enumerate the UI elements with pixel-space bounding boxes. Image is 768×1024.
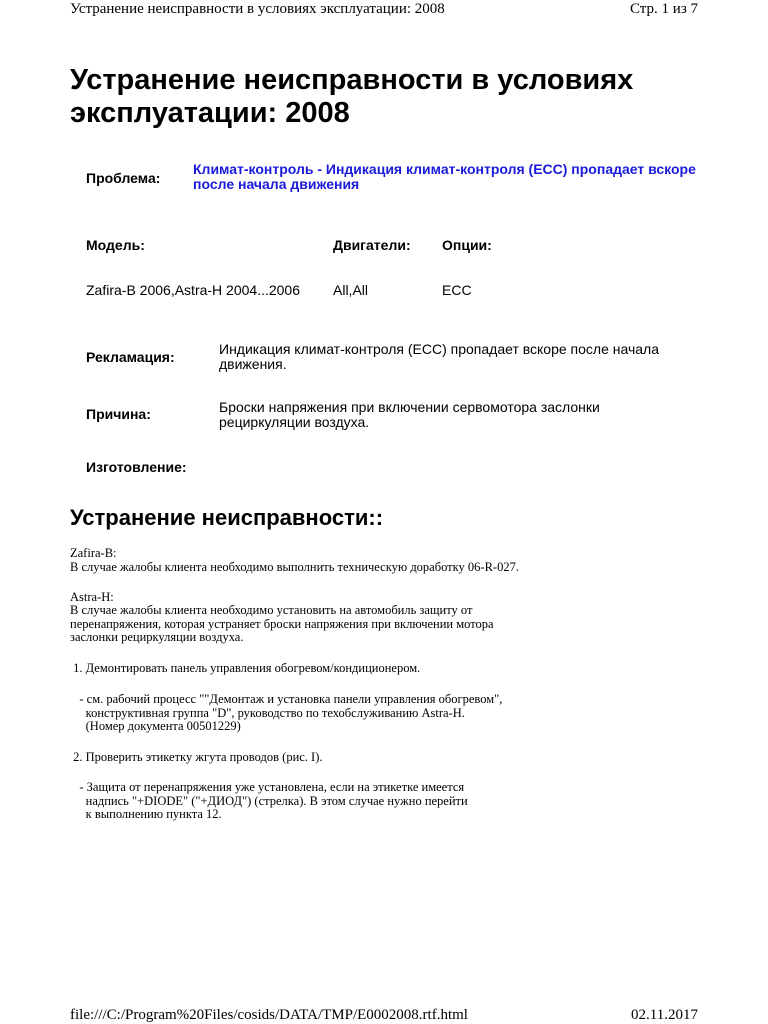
production-label: Изготовление: — [86, 459, 187, 475]
problem-label: Проблема: — [86, 170, 161, 186]
model-value: Zafira-B 2006,Astra-H 2004...2006 — [86, 282, 301, 298]
step-1-detail: - см. рабочий процесс ""Демонтаж и установка панели управления обогревом", конструктивная группа "D", руководство по техобслуживанию Astra-H. (Номер документа 00501229) — [79, 692, 503, 733]
astra-text: В случае жалобы клиента необходимо установить на автомобиль защиту от перенапряжения, которая устраняет броски напряжения при включении мотора заслонки рециркуляции воздуха. — [70, 603, 494, 644]
options-value: ECC — [442, 282, 472, 298]
astra-heading: Astra-H: — [70, 590, 114, 604]
zafira-text: В случае жалобы клиента необходимо выполнить техническую доработку 06-R-027. — [70, 560, 519, 574]
fix-section-title: Устранение неисправности:: — [70, 505, 384, 530]
step-2-detail: - Защита от перенапряжения уже установлена, если на этикетке имеется надпись "+DIODE" ("+ДИОД") (стрелка). В этом случае нужно перейти к выполнению пункта 12. — [79, 780, 468, 821]
zafira-heading: Zafira-B: — [70, 546, 117, 560]
complaint-label: Рекламация: — [86, 349, 175, 365]
footer-date: 02.11.2017 — [631, 1007, 698, 1023]
step-2: 2. Проверить этикетку жгута проводов (рис. I). — [70, 750, 323, 764]
cause-label: Причина: — [86, 406, 151, 422]
cause-text: Броски напряжения при включении сервомотора заслонки рециркуляции воздуха. — [219, 399, 600, 430]
problem-text: Климат-контроль - Индикация климат-контроля (ECC) пропадает вскоре после начала движения — [193, 161, 696, 192]
step-1: 1. Демонтировать панель управления обогревом/кондиционером. — [70, 661, 421, 675]
header-title: Устранение неисправности в условиях эксплуатации: 2008 — [70, 1, 445, 17]
complaint-text: Индикация климат-контроля (ECC) пропадает вскоре после начала движения. — [219, 341, 660, 372]
model-label: Модель: — [86, 237, 145, 253]
engines-value: All,All — [333, 282, 369, 298]
options-label: Опции: — [442, 237, 492, 253]
engines-label: Двигатели: — [333, 237, 411, 253]
footer-file-path: file:///C:/Program%20Files/cosids/DATA/TMP/E0002008.rtf.html — [70, 1007, 468, 1023]
document-title: Устранение неисправности в условиях эксплуатации: 2008 — [70, 64, 634, 129]
header-page-number: Стр. 1 из 7 — [630, 1, 698, 17]
